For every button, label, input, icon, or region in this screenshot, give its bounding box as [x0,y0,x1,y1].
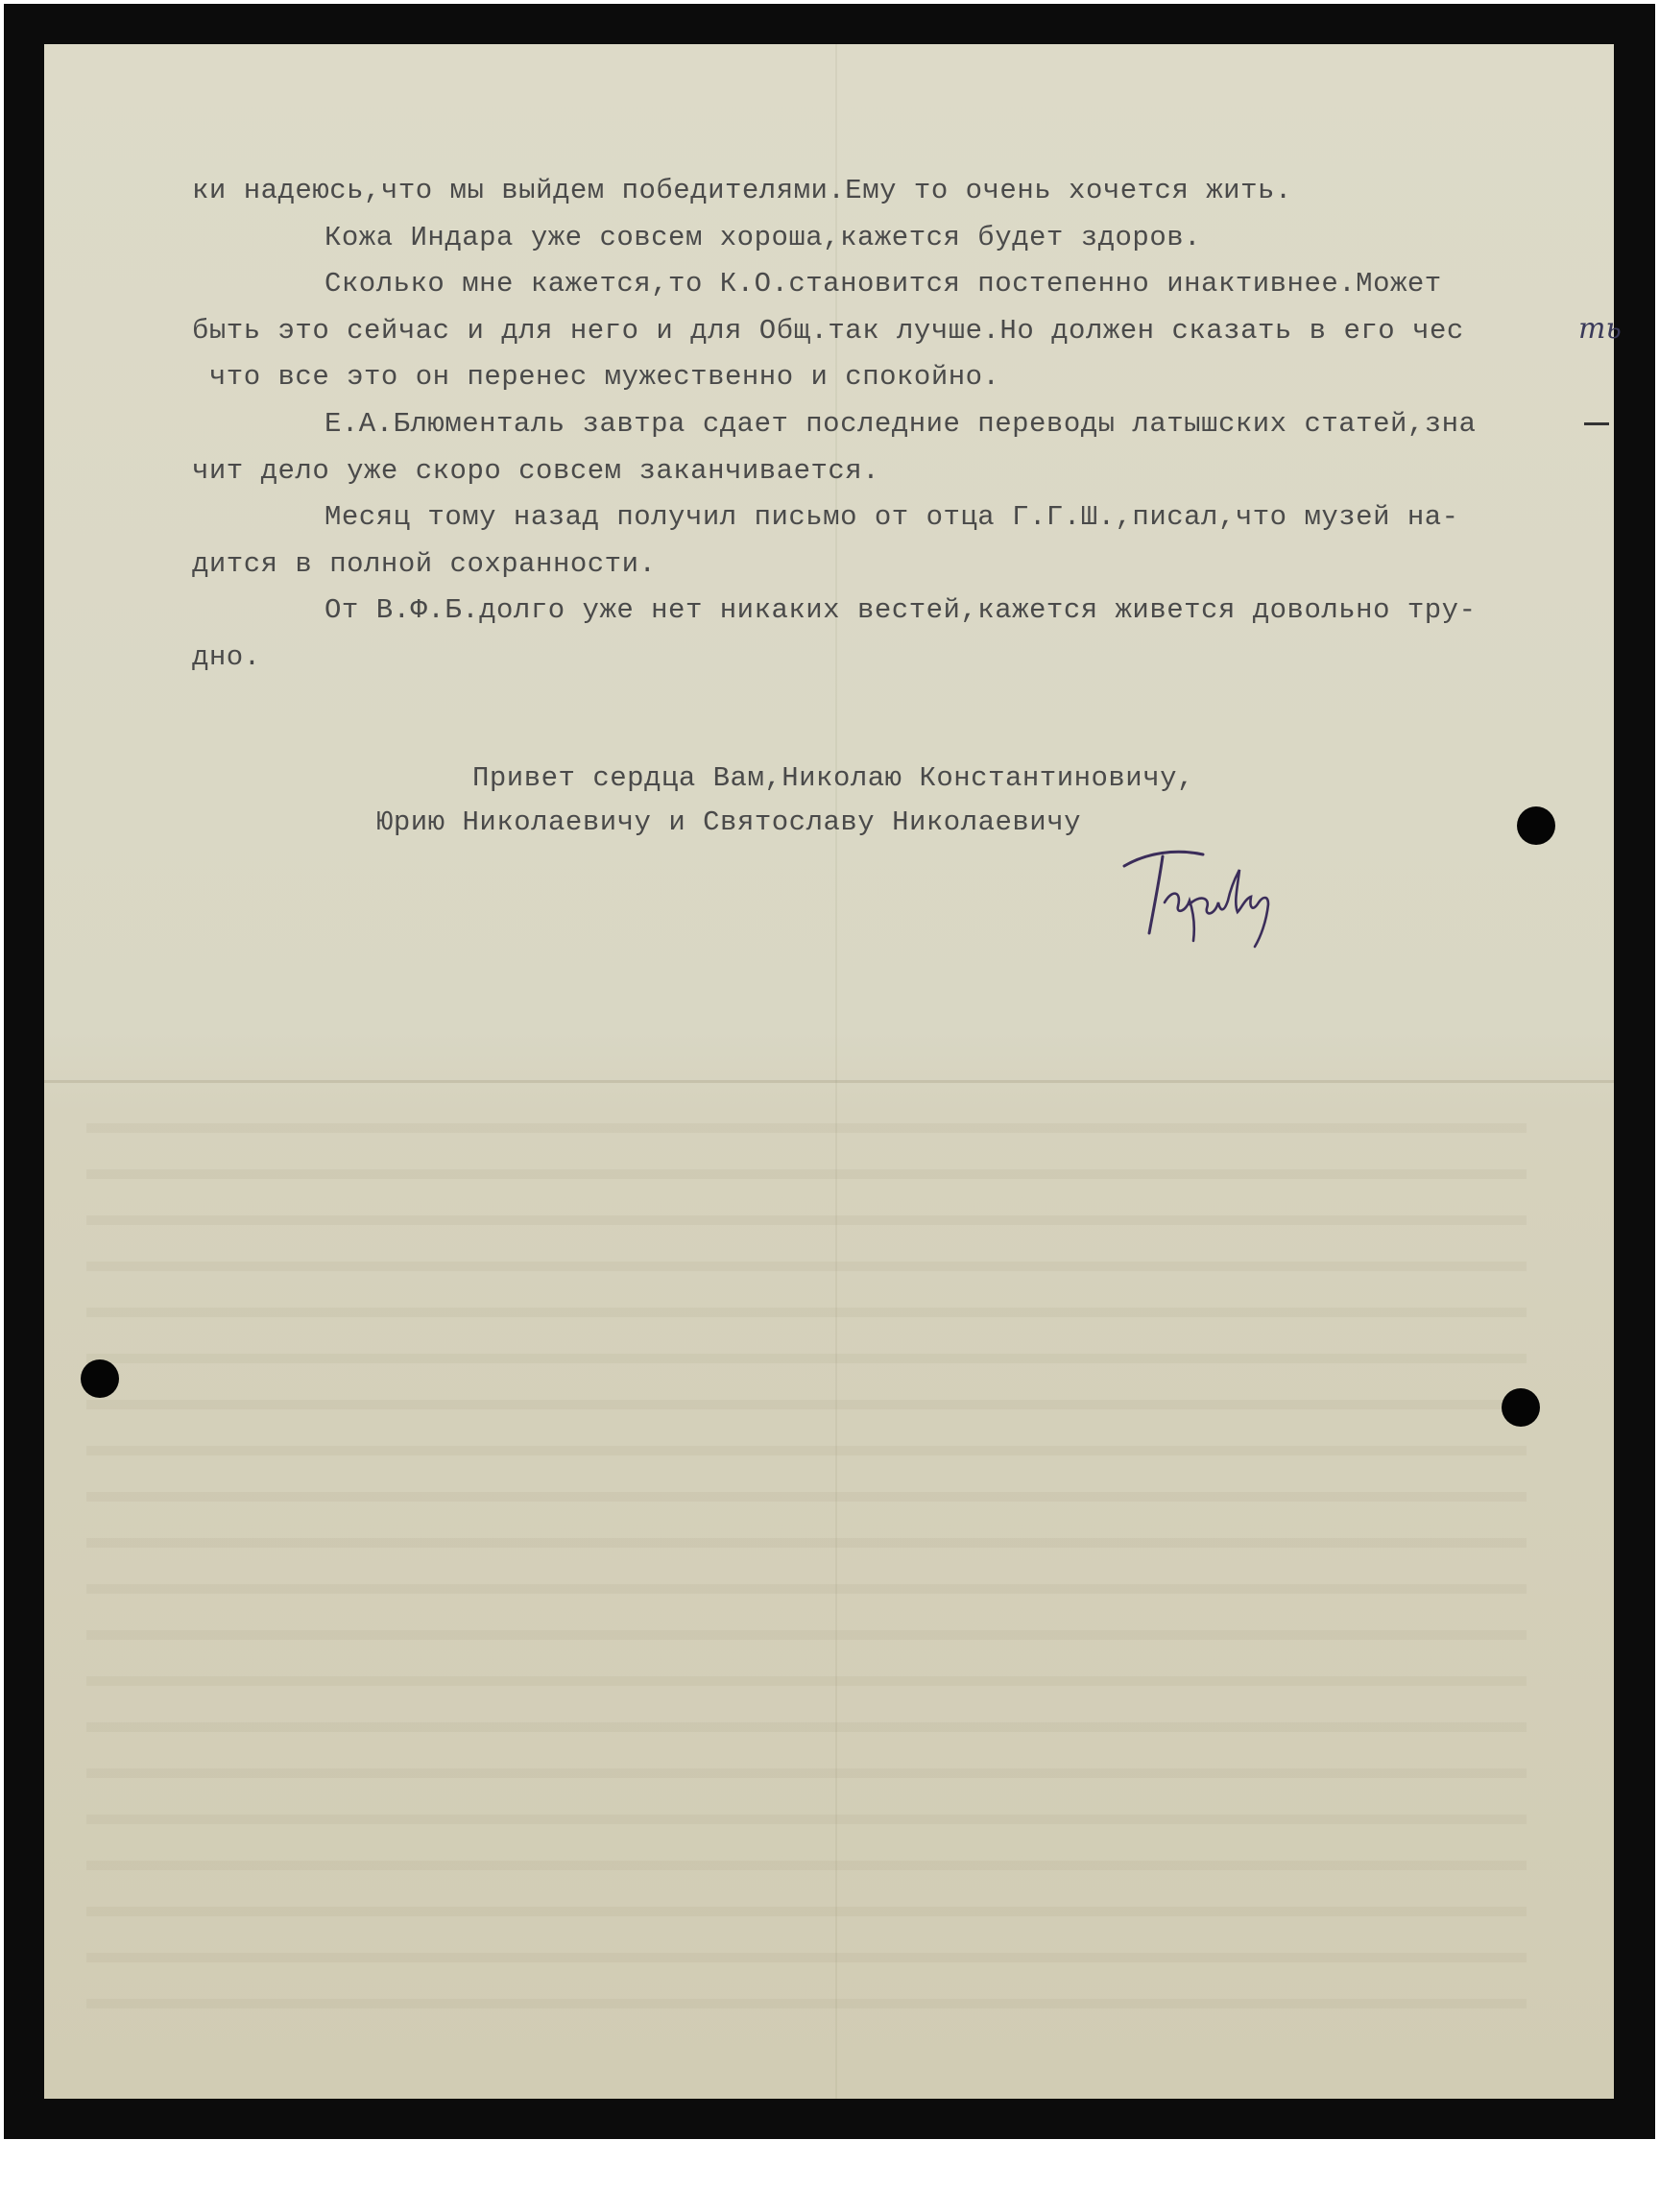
margin-dash [1584,422,1609,425]
letter-body [192,168,1575,682]
letter-line: Кожа Индара уже совсем хороша,кажется будет здоров. [325,221,1202,253]
greeting-line-1: Привет сердца Вам,Николаю Константиновичу, [472,762,1194,794]
bleed-through-text [86,1094,1527,2035]
punch-hole [1502,1388,1540,1427]
punch-hole [1517,806,1555,845]
letter-line: Е.А.Блюменталь завтра сдает последние переводы латышских статей,зна [325,407,1477,440]
handwritten-signature [1118,845,1310,950]
letter-line: Сколько мне кажется,то К.О.становится постепенно инактивнее.Может [325,268,1442,301]
letter-line: что все это он перенес мужественно и спокойно. [192,361,1000,394]
letter-line: быть это сейчас и для него и для Общ.так лучше.Но должен сказать в его чес [192,314,1464,347]
letter-line: дно. [192,640,261,673]
letter-line: Месяц тому назад получил письмо от отца Г.Г.Ш.,писал,что музей на- [325,501,1459,534]
letter-line: дится в полной сохранности. [192,547,657,580]
letter-line: чит дело уже скоро совсем заканчивается. [192,454,880,487]
letter-line: ки надеюсь,что мы выйдем победителями.Ему то очень хочется жить. [192,175,1292,206]
handwritten-margin-note: ть [1578,312,1622,346]
greeting-line-2: Юрию Николаевичу и Святославу Николаевичу [376,806,1082,838]
horizontal-fold [44,1080,1614,1083]
letter-line: От В.Ф.Б.долго уже нет никаких вестей,кажется живется довольно тру- [325,594,1477,627]
punch-hole [81,1359,119,1398]
closing-greeting [376,757,1194,845]
